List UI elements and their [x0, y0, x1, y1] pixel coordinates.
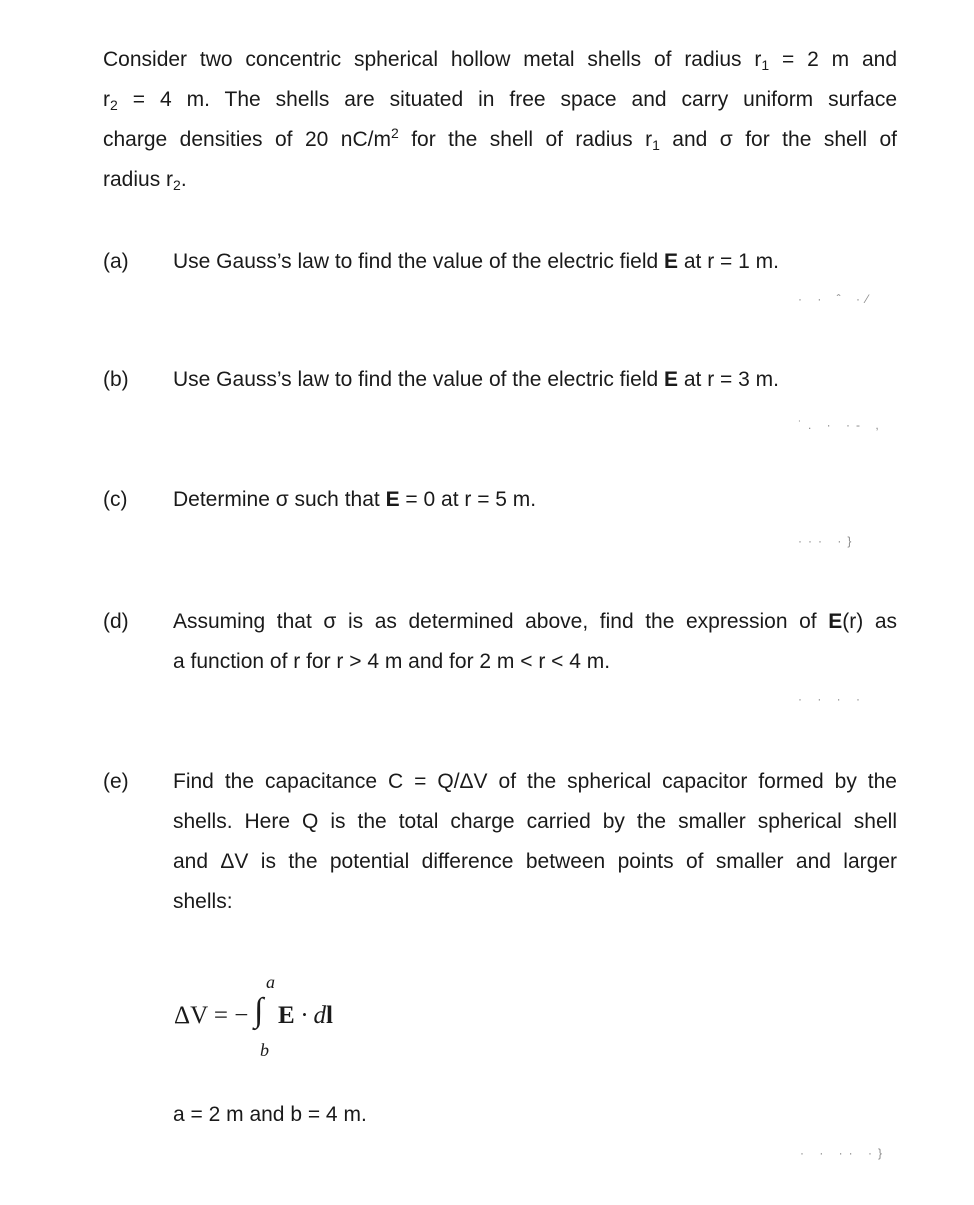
question-label: (e) [103, 770, 129, 793]
integral-upper-limit: a [266, 972, 275, 992]
intro-line-2: $r_2 = 4$ m. The shells are situated in free space and carry uniform surface [103, 88, 897, 113]
scan-artifact: ··· ·} [798, 534, 858, 548]
question-text: Find the capacitance C = Q/ΔV of the spherical capacitor formed by the shells. Here Q is the total charge carried by the smaller spherical shell and ΔV is the potential difference between points of smaller and larger shells: [173, 770, 897, 913]
problem-intro [103, 40, 897, 200]
intro-line-1: Consider two concentric spherical hollow metal shells of radius $r_1 = 2$ m and [103, 48, 898, 73]
question-text: Determine σ such that E = 0 at r = 5 m. [173, 488, 537, 511]
scan-artifact: · · ·· ·} [800, 1146, 888, 1160]
question-text: Use Gauss’s law to find the value of the electric field E at r = 3 m. [173, 368, 779, 391]
scan-artifact: ˙. · ·- , [798, 418, 885, 432]
scan-artifact: · · · · [798, 692, 866, 706]
integral-sign: ∫ [254, 992, 264, 1029]
formula-integrand: E · dl [278, 1002, 333, 1029]
question-text: Assuming that σ is as determined above, find the expression of E(r) as a function of r for r > 4 m and for 2 m < r < 4 m. [173, 610, 897, 673]
question-text: Use Gauss’s law to find the value of the electric field E at r = 1 m. [173, 250, 779, 273]
limits-note: a = 2 m and b = 4 m. [173, 1103, 367, 1126]
potential-difference-formula [174, 972, 414, 1062]
question-label: (b) [103, 368, 129, 391]
question-label: (d) [103, 610, 129, 633]
intro-line-4: radius $r_2$. [103, 168, 187, 193]
integral-lower-limit: b [260, 1040, 269, 1060]
question-label: (a) [103, 250, 129, 273]
question-label: (c) [103, 488, 128, 511]
intro-line-3: charge densities of 20 $nC/m^2$ for the shell of radius $r_1$ and σ for the shell of [103, 125, 897, 153]
formula-lhs: ΔV = − [174, 1002, 249, 1029]
scan-artifact: · · ˆ ·⁄ [798, 292, 874, 306]
